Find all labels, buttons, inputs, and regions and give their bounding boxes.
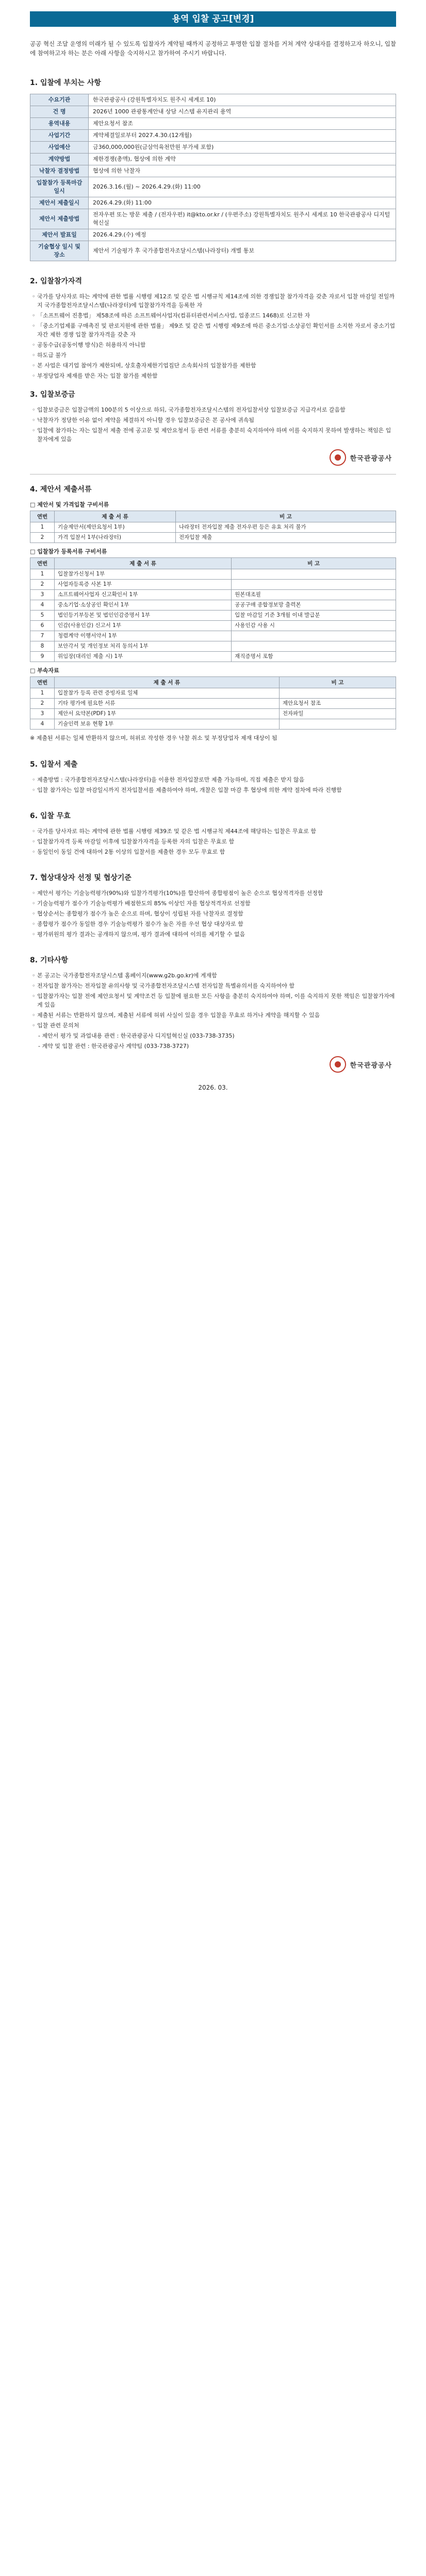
body-paragraph: ◦ 「소프트웨어 진흥법」 제58조에 따른 소프트웨어사업자(컴퓨터관련서비스사업, 업종코드 1468)로 신고한 자 — [32, 312, 310, 319]
table-cell — [232, 580, 396, 590]
agency-name: 한국관광공사 — [350, 1061, 392, 1070]
table-cell: 보안각서 및 개인정보 처리 동의서 1부 — [55, 641, 232, 652]
section-8-title: 8. 기타사항 — [30, 956, 69, 964]
table-cell: 1 — [30, 569, 55, 580]
body-paragraph: ◦ 제출된 서류는 반환하지 않으며, 제출된 서류에 허위 사실이 있을 경우 입찰을 무효로 하거나 계약을 해지할 수 있음 — [32, 1012, 320, 1019]
agency-seal — [329, 448, 392, 467]
info-label: 계약방법 — [30, 154, 89, 165]
info-label: 기술협상 일시 및 장소 — [30, 241, 89, 261]
body-paragraph: - 제안서 평가 및 과업내용 관련 : 한국관광공사 디지털혁신실 (033-738-3735) — [38, 1032, 235, 1039]
table-cell: 전자파일 — [279, 709, 396, 719]
proposal-docs-table — [30, 511, 396, 543]
table-cell: 위임장(대리인 제출 시) 1부 — [55, 652, 232, 662]
info-value: 한국관광공사 (강원특별자치도 원주시 세계로 10) — [89, 94, 396, 106]
section-7-title: 7. 협상대상자 선정 및 협상기준 — [30, 874, 132, 882]
info-value: 2026.3.16.(월) ~ 2026.4.29.(화) 11:00 — [89, 177, 396, 197]
section-6-body — [30, 827, 396, 856]
table-row — [30, 580, 396, 590]
section-3-body — [30, 405, 396, 444]
table-1-caption: □ 제안서 및 가격입찰 구비서류 — [30, 501, 109, 508]
table-header: 제 출 서 류 — [55, 677, 280, 688]
page-title: 용역 입찰 공고[변경] — [30, 11, 396, 27]
table-row — [30, 590, 396, 600]
table-row — [30, 569, 396, 580]
table-row — [30, 688, 396, 699]
body-paragraph: ◦ 입찰 관련 문의처 — [32, 1022, 79, 1029]
body-paragraph: ◦ 전자입찰 참가자는 전자입찰 유의사항 및 국가종합전자조달시스템 전자입찰 특별유의서를 숙지하여야 함 — [32, 982, 294, 989]
table-cell — [279, 719, 396, 730]
section-7-body — [30, 889, 396, 939]
table-cell: 7 — [30, 631, 55, 641]
intro-paragraph: 공공 혁신 조달 운영의 미래가 될 수 있도록 입찰자가 계약될 때까지 공정하고 투명한 입찰 절차를 거쳐 계약 상대자를 결정하고자 하오니, 입찰에 참여하고자 하는 분은 아래 사항을 숙지하시고 참가하여 주시기 바랍니다. — [30, 40, 396, 57]
body-paragraph: ◦ 종합평가 점수가 동일한 경우 기술능력평가 점수가 높은 자를 우선 협상 대상자로 함 — [32, 921, 243, 927]
info-value: 제안요청서 참조 — [89, 118, 396, 130]
info-value: 제한경쟁(총액), 협상에 의한 계약 — [89, 154, 396, 165]
table-cell: 3 — [30, 709, 55, 719]
seal-block-bottom — [30, 1052, 396, 1078]
table-cell: 2 — [30, 699, 55, 709]
table-cell: 5 — [30, 611, 55, 621]
body-paragraph: ◦ 국가를 당사자로 하는 계약에 관한 법률 시행령 제12조 및 같은 법 시행규칙 제14조에 의한 경쟁입찰 참가자격을 갖춘 자로서 입찰 마감일 전일까지 국가종합전자조달시스템(나라장터)에 입찰참가자격을 등록한 자 — [32, 293, 395, 309]
table-cell: 공공구매 종합정보망 출력본 — [232, 600, 396, 611]
info-row — [30, 229, 396, 241]
table-header: 연번 — [30, 677, 55, 688]
table-cell: 법인등기부등본 및 법인인감증명서 1부 — [55, 611, 232, 621]
section-3-title: 3. 입찰보증금 — [30, 391, 75, 399]
section-6-title: 6. 입찰 무효 — [30, 812, 71, 820]
table-row — [30, 522, 396, 533]
body-paragraph: ◦ 입찰참가자격 등록 마감일 이후에 입찰참가자격을 등록한 자의 입찰은 무효로 함 — [32, 838, 235, 845]
section-4-title: 4. 제안서 제출서류 — [30, 485, 92, 494]
body-paragraph: ◦ 낙찰자가 정당한 이유 없이 계약을 체결하지 아니할 경우 입찰보증금은 본 공사에 귀속됨 — [32, 417, 254, 423]
info-label: 제안서 제출일시 — [30, 197, 89, 209]
table-cell: 3 — [30, 590, 55, 600]
body-paragraph: ◦ 입찰에 참가하는 자는 입찰서 제출 전에 공고문 및 제안요청서 등 관련 서류를 충분히 숙지하여야 하며 이를 숙지하지 못하여 발생하는 책임은 입찰자에게 있음 — [32, 427, 391, 443]
table-cell: 가격 입찰서 1부(나라장터) — [55, 533, 176, 543]
table-row — [30, 641, 396, 652]
info-value: 2026년 1000 관광통계안내 상담 시스템 유지관리 용역 — [89, 106, 396, 118]
info-label: 수요기관 — [30, 94, 89, 106]
body-paragraph: - 계약 및 입찰 관련 : 한국관광공사 계약팀 (033-738-3727) — [38, 1043, 189, 1049]
body-paragraph: ◦ 공동수급(공동이행 방식)은 허용하지 아니함 — [32, 342, 146, 348]
body-paragraph: ◦ 부정당업자 제재를 받은 자는 입찰 참가를 제한함 — [32, 372, 158, 379]
section-1-title: 1. 입찰에 부치는 사항 — [30, 79, 101, 87]
info-value: 금360,000,000원(금삼억육천만원 부가세 포함) — [89, 142, 396, 154]
info-label: 낙찰자 결정방법 — [30, 165, 89, 177]
info-row — [30, 130, 396, 142]
table-cell: 소프트웨어사업자 신고확인서 1부 — [55, 590, 232, 600]
info-label: 용역내용 — [30, 118, 89, 130]
body-paragraph: ◦ 평가위원의 평가 결과는 공개하지 않으며, 평가 결과에 대하여 이의를 제기할 수 없음 — [32, 931, 245, 938]
table-cell: 제안서 요약본(PDF) 1부 — [55, 709, 280, 719]
table-cell: 입찰참가신청서 1부 — [55, 569, 232, 580]
info-row — [30, 142, 396, 154]
table-row — [30, 621, 396, 631]
section-2-body — [30, 292, 396, 380]
table-cell — [232, 641, 396, 652]
table-3-caption: □ 부속자료 — [30, 667, 59, 674]
info-value: 제안서 기술평가 후 국가종합전자조달시스템(나라장터) 개별 통보 — [89, 241, 396, 261]
section-5-title: 5. 입찰서 제출 — [30, 760, 78, 769]
table-row — [30, 631, 396, 641]
section-4-note: ※ 제출된 서류는 일체 반환하지 않으며, 허위로 작성한 경우 낙찰 취소 및 부정당업자 제재 대상이 됨 — [30, 735, 277, 741]
table-cell: 원본대조필 — [232, 590, 396, 600]
table-header: 연번 — [30, 511, 55, 522]
info-row — [30, 118, 396, 130]
table-header: 비 고 — [232, 558, 396, 569]
agency-logo-icon — [329, 448, 347, 467]
table-cell — [232, 631, 396, 641]
document-date: 2026. 03. — [198, 1084, 228, 1091]
body-paragraph: ◦ 국가를 당사자로 하는 계약에 관한 법률 시행령 제39조 및 같은 법 시행규칙 제44조에 해당하는 입찰은 무효로 함 — [32, 828, 316, 835]
table-row — [30, 719, 396, 730]
table-row — [30, 600, 396, 611]
info-row — [30, 177, 396, 197]
table-cell: 나라장터 전자입찰 제출 전자우편 등은 유효 처리 불가 — [175, 522, 396, 533]
info-label: 사업기간 — [30, 130, 89, 142]
table-cell: 입찰 마감일 기준 3개월 이내 발급분 — [232, 611, 396, 621]
body-paragraph: ◦ 입찰참가자는 입찰 전에 제안요청서 및 계약조건 등 입찰에 필요한 모든 사항을 충분히 숙지하여야 하며, 이를 숙지하지 못한 책임은 입찰참가자에게 있음 — [32, 993, 395, 1008]
table-row — [30, 652, 396, 662]
table-header: 비 고 — [175, 511, 396, 522]
info-row — [30, 94, 396, 106]
info-value: 2026.4.29.(수) 예정 — [89, 229, 396, 241]
table-row — [30, 699, 396, 709]
table-cell: 사용인감 사용 시 — [232, 621, 396, 631]
table-cell — [279, 688, 396, 699]
table-cell: 기타 평가에 필요한 서류 — [55, 699, 280, 709]
agency-name: 한국관광공사 — [350, 454, 392, 463]
body-paragraph: ◦ 「중소기업제품 구매촉진 및 판로지원에 관한 법률」 제9조 및 같은 법 시행령 제9조에 따른 중소기업·소상공인 확인서를 소지한 자로서 중소기업자간 제한 경쟁 입찰 참가자격을 갖춘 자 — [32, 323, 395, 338]
table-cell: 인감(사용인감) 신고서 1부 — [55, 621, 232, 631]
body-paragraph: ◦ 하도급 불가 — [32, 352, 67, 359]
table-header: 비 고 — [279, 677, 396, 688]
table-cell: 1 — [30, 688, 55, 699]
info-value: 전자우편 또는 방문 제출 / (전자우편) it@kto.or.kr / (우편주소) 강원특별자치도 원주시 세계로 10 한국관광공사 디지털혁신실 — [89, 209, 396, 229]
table-cell: 재직증명서 포함 — [232, 652, 396, 662]
info-row — [30, 209, 396, 229]
info-label: 건 명 — [30, 106, 89, 118]
table-cell: 4 — [30, 719, 55, 730]
agency-seal-bottom — [329, 1055, 392, 1074]
attachment-docs-table — [30, 676, 396, 730]
table-cell: 사업자등록증 사본 1부 — [55, 580, 232, 590]
table-cell: 6 — [30, 621, 55, 631]
body-paragraph: ◦ 제출방법 : 국가종합전자조달시스템(나라장터)을 이용한 전자입찰로만 제출 가능하며, 직접 제출은 받지 않음 — [32, 776, 305, 783]
table-cell: 기술제안서(제안요청서 1부) — [55, 522, 176, 533]
info-label: 사업예산 — [30, 142, 89, 154]
body-paragraph: ◦ 입찰 참가자는 입찰 마감일시까지 전자입찰서를 제출하여야 하며, 개찰은 입찰 마감 후 협상에 의한 계약 절차에 따라 진행함 — [32, 787, 342, 793]
section-8-body — [30, 971, 396, 1050]
info-label: 제안서 발표일 — [30, 229, 89, 241]
body-paragraph: ◦ 본 공고는 국가종합전자조달시스템 홈페이지(www.g2b.go.kr)에 게재함 — [32, 972, 217, 979]
table-cell: 2 — [30, 533, 55, 543]
info-value: 2026.4.29.(화) 11:00 — [89, 197, 396, 209]
info-label: 제안서 제출방법 — [30, 209, 89, 229]
table-header: 제 출 서 류 — [55, 511, 176, 522]
table-cell: 8 — [30, 641, 55, 652]
seal-block — [30, 445, 396, 471]
table-header: 제 출 서 류 — [55, 558, 232, 569]
table-cell: 4 — [30, 600, 55, 611]
table-row — [30, 611, 396, 621]
table-cell: 전자입찰 제출 — [175, 533, 396, 543]
table-cell: 입찰참가 등록 관련 증빙자료 일체 — [55, 688, 280, 699]
info-row — [30, 241, 396, 261]
table-header: 연번 — [30, 558, 55, 569]
info-row — [30, 106, 396, 118]
table-cell: 기술인력 보유 현황 1부 — [55, 719, 280, 730]
body-paragraph: ◦ 본 사업은 대기업 참여가 제한되며, 상호출자제한기업집단 소속회사의 입찰참가를 제한함 — [32, 362, 256, 369]
table-cell — [232, 569, 396, 580]
section-5-body — [30, 775, 396, 794]
body-paragraph: ◦ 협상순서는 종합평가 점수가 높은 순으로 하며, 협상이 성립된 자를 낙찰자로 결정함 — [32, 910, 243, 917]
table-cell: 제안요청서 참조 — [279, 699, 396, 709]
table-2-caption: □ 입찰참가 등록서류 구비서류 — [30, 548, 107, 555]
body-paragraph: ◦ 동일인이 동일 건에 대하여 2통 이상의 입찰서를 제출한 경우 모두 무효로 함 — [32, 849, 225, 855]
info-value: 계약체결일로부터 2027.4.30.(12개월) — [89, 130, 396, 142]
table-row — [30, 533, 396, 543]
bid-info-table — [30, 94, 396, 261]
body-paragraph: ◦ 기술능력평가 점수가 기술능력평가 배점한도의 85% 이상인 자를 협상적격자로 선정함 — [32, 900, 251, 907]
table-cell: 청렴계약 이행서약서 1부 — [55, 631, 232, 641]
table-cell: 중소기업·소상공인 확인서 1부 — [55, 600, 232, 611]
info-label: 입찰참가 등록마감일시 — [30, 177, 89, 197]
info-row — [30, 197, 396, 209]
info-row — [30, 154, 396, 165]
table-row — [30, 709, 396, 719]
body-paragraph: ◦ 입찰보증금은 입찰금액의 100분의 5 이상으로 하되, 국가종합전자조달시스템의 전자입찰서상 입찰보증금 지급각서로 갈음함 — [32, 406, 346, 413]
section-2-title: 2. 입찰참가자격 — [30, 277, 83, 285]
table-cell: 9 — [30, 652, 55, 662]
table-cell: 2 — [30, 580, 55, 590]
table-cell: 1 — [30, 522, 55, 533]
info-row — [30, 165, 396, 177]
registration-docs-table — [30, 557, 396, 662]
agency-logo-icon — [329, 1055, 347, 1074]
info-value: 협상에 의한 낙찰자 — [89, 165, 396, 177]
body-paragraph: ◦ 제안서 평가는 기술능력평가(90%)와 입찰가격평가(10%)를 합산하여 종합평점이 높은 순으로 협상적격자를 선정함 — [32, 890, 323, 896]
